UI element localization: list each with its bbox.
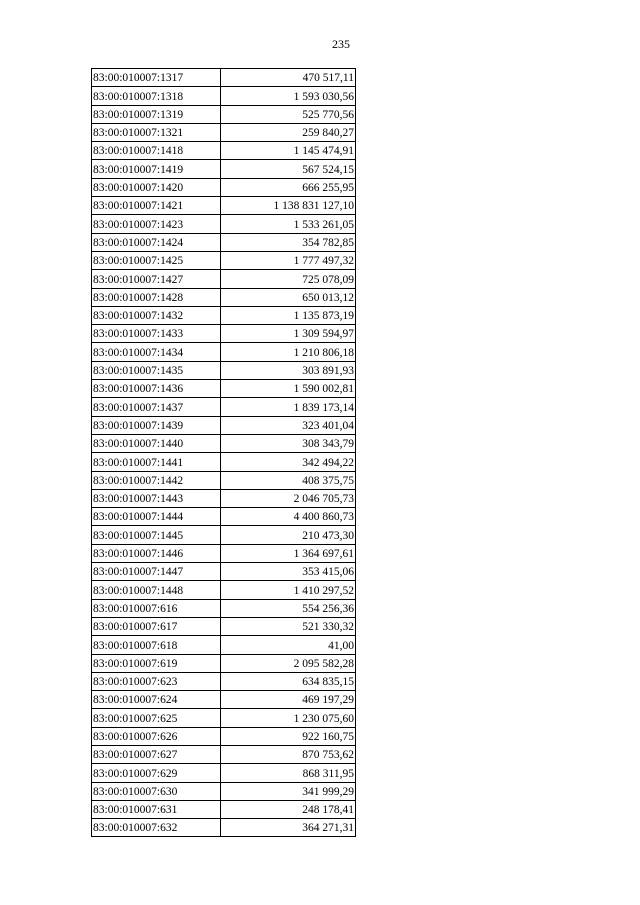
table-row xyxy=(92,160,356,178)
cadastral-number-cell: 83:00:010007:1441 xyxy=(92,453,221,471)
table-row xyxy=(92,306,356,324)
cadastral-number-cell: 83:00:010007:1425 xyxy=(92,251,221,269)
cadastral-value-cell: 308 343,79 xyxy=(221,434,356,452)
cadastral-number-cell: 83:00:010007:1423 xyxy=(92,215,221,233)
cadastral-number-cell: 83:00:010007:1317 xyxy=(92,69,221,87)
cadastral-number-cell: 83:00:010007:1443 xyxy=(92,489,221,507)
cadastral-number-cell: 83:00:010007:1432 xyxy=(92,306,221,324)
cadastral-value-cell: 922 160,75 xyxy=(221,727,356,745)
cadastral-value-cell: 1 590 002,81 xyxy=(221,380,356,398)
cadastral-number-cell: 83:00:010007:1437 xyxy=(92,398,221,416)
cadastral-number-cell: 83:00:010007:1446 xyxy=(92,544,221,562)
cadastral-value-cell: 1 410 297,52 xyxy=(221,581,356,599)
cadastral-value-cell: 567 524,15 xyxy=(221,160,356,178)
cadastral-value-cell: 470 517,11 xyxy=(221,69,356,87)
table-row xyxy=(92,123,356,141)
table-row xyxy=(92,361,356,379)
table-row xyxy=(92,672,356,690)
table-row xyxy=(92,434,356,452)
table-row xyxy=(92,617,356,635)
cadastral-value-cell: 870 753,62 xyxy=(221,745,356,763)
cadastral-value-cell: 1 309 594,97 xyxy=(221,325,356,343)
cadastral-value-cell: 4 400 860,73 xyxy=(221,508,356,526)
table-row xyxy=(92,233,356,251)
cadastral-value-cell: 650 013,12 xyxy=(221,288,356,306)
cadastral-number-cell: 83:00:010007:630 xyxy=(92,782,221,800)
table-row xyxy=(92,544,356,562)
table-row xyxy=(92,142,356,160)
cadastral-value-cell: 41,00 xyxy=(221,636,356,654)
table-row xyxy=(92,654,356,672)
cadastral-number-cell: 83:00:010007:629 xyxy=(92,764,221,782)
cadastral-number-cell: 83:00:010007:1420 xyxy=(92,178,221,196)
cadastral-value-cell: 1 593 030,56 xyxy=(221,87,356,105)
cadastral-value-cell: 323 401,04 xyxy=(221,416,356,434)
table-row xyxy=(92,270,356,288)
table-row xyxy=(92,508,356,526)
cadastral-value-cell: 634 835,15 xyxy=(221,672,356,690)
cadastral-number-cell: 83:00:010007:1418 xyxy=(92,142,221,160)
cadastral-value-cell: 521 330,32 xyxy=(221,617,356,635)
cadastral-value-cell: 525 770,56 xyxy=(221,105,356,123)
table-row xyxy=(92,691,356,709)
cadastral-value-cell: 1 138 831 127,10 xyxy=(221,197,356,215)
cadastral-value-cell: 342 494,22 xyxy=(221,453,356,471)
table-row xyxy=(92,343,356,361)
cadastral-value-cell: 554 256,36 xyxy=(221,599,356,617)
table-body xyxy=(92,69,356,837)
table-row xyxy=(92,471,356,489)
cadastral-value-cell: 868 311,95 xyxy=(221,764,356,782)
cadastral-number-cell: 83:00:010007:616 xyxy=(92,599,221,617)
cadastral-number-cell: 83:00:010007:1318 xyxy=(92,87,221,105)
table-row xyxy=(92,709,356,727)
table-row xyxy=(92,251,356,269)
cadastral-number-cell: 83:00:010007:618 xyxy=(92,636,221,654)
cadastral-number-cell: 83:00:010007:625 xyxy=(92,709,221,727)
cadastral-number-cell: 83:00:010007:1439 xyxy=(92,416,221,434)
cadastral-value-cell: 353 415,06 xyxy=(221,563,356,581)
table-row xyxy=(92,87,356,105)
table-row xyxy=(92,599,356,617)
table-row xyxy=(92,453,356,471)
cadastral-number-cell: 83:00:010007:1435 xyxy=(92,361,221,379)
table-row xyxy=(92,782,356,800)
cadastral-number-cell: 83:00:010007:1424 xyxy=(92,233,221,251)
cadastral-value-cell: 725 078,09 xyxy=(221,270,356,288)
cadastral-value-cell: 1 230 075,60 xyxy=(221,709,356,727)
cadastral-value-table xyxy=(91,68,356,837)
cadastral-value-cell: 1 135 873,19 xyxy=(221,306,356,324)
cadastral-value-cell: 2 046 705,73 xyxy=(221,489,356,507)
cadastral-number-cell: 83:00:010007:1433 xyxy=(92,325,221,343)
cadastral-number-cell: 83:00:010007:1434 xyxy=(92,343,221,361)
table-row xyxy=(92,819,356,837)
cadastral-number-cell: 83:00:010007:1321 xyxy=(92,123,221,141)
cadastral-number-cell: 83:00:010007:1444 xyxy=(92,508,221,526)
cadastral-number-cell: 83:00:010007:1319 xyxy=(92,105,221,123)
table-row xyxy=(92,745,356,763)
cadastral-number-cell: 83:00:010007:1447 xyxy=(92,563,221,581)
table-row xyxy=(92,636,356,654)
table-row xyxy=(92,380,356,398)
cadastral-number-cell: 83:00:010007:626 xyxy=(92,727,221,745)
cadastral-number-cell: 83:00:010007:1448 xyxy=(92,581,221,599)
table-row xyxy=(92,416,356,434)
cadastral-value-cell: 364 271,31 xyxy=(221,819,356,837)
cadastral-number-cell: 83:00:010007:1440 xyxy=(92,434,221,452)
cadastral-value-cell: 469 197,29 xyxy=(221,691,356,709)
cadastral-value-cell: 1 533 261,05 xyxy=(221,215,356,233)
cadastral-value-cell: 1 364 697,61 xyxy=(221,544,356,562)
cadastral-number-cell: 83:00:010007:627 xyxy=(92,745,221,763)
table-row xyxy=(92,581,356,599)
cadastral-value-cell: 1 145 474,91 xyxy=(221,142,356,160)
table-row xyxy=(92,563,356,581)
table-row xyxy=(92,489,356,507)
cadastral-value-cell: 248 178,41 xyxy=(221,800,356,818)
cadastral-value-cell: 259 840,27 xyxy=(221,123,356,141)
cadastral-value-cell: 1 839 173,14 xyxy=(221,398,356,416)
cadastral-number-cell: 83:00:010007:624 xyxy=(92,691,221,709)
table-row xyxy=(92,727,356,745)
cadastral-number-cell: 83:00:010007:617 xyxy=(92,617,221,635)
table-row xyxy=(92,325,356,343)
table-row xyxy=(92,215,356,233)
cadastral-number-cell: 83:00:010007:1442 xyxy=(92,471,221,489)
cadastral-number-cell: 83:00:010007:1428 xyxy=(92,288,221,306)
table-row xyxy=(92,105,356,123)
cadastral-value-cell: 408 375,75 xyxy=(221,471,356,489)
cadastral-number-cell: 83:00:010007:632 xyxy=(92,819,221,837)
cadastral-number-cell: 83:00:010007:1436 xyxy=(92,380,221,398)
cadastral-value-cell: 2 095 582,28 xyxy=(221,654,356,672)
cadastral-number-cell: 83:00:010007:619 xyxy=(92,654,221,672)
table-row xyxy=(92,178,356,196)
table-row xyxy=(92,800,356,818)
page-number: 235 xyxy=(332,37,350,51)
cadastral-value-cell: 210 473,30 xyxy=(221,526,356,544)
cadastral-number-cell: 83:00:010007:1445 xyxy=(92,526,221,544)
table-row xyxy=(92,526,356,544)
table-row xyxy=(92,764,356,782)
table-row xyxy=(92,398,356,416)
cadastral-value-cell: 341 999,29 xyxy=(221,782,356,800)
cadastral-number-cell: 83:00:010007:1419 xyxy=(92,160,221,178)
cadastral-number-cell: 83:00:010007:631 xyxy=(92,800,221,818)
cadastral-number-cell: 83:00:010007:1427 xyxy=(92,270,221,288)
cadastral-value-cell: 354 782,85 xyxy=(221,233,356,251)
cadastral-value-cell: 1 777 497,32 xyxy=(221,251,356,269)
cadastral-value-cell: 666 255,95 xyxy=(221,178,356,196)
table-row xyxy=(92,288,356,306)
cadastral-number-cell: 83:00:010007:1421 xyxy=(92,197,221,215)
table-row xyxy=(92,197,356,215)
cadastral-number-cell: 83:00:010007:623 xyxy=(92,672,221,690)
cadastral-value-cell: 303 891,93 xyxy=(221,361,356,379)
cadastral-value-cell: 1 210 806,18 xyxy=(221,343,356,361)
table-row xyxy=(92,69,356,87)
